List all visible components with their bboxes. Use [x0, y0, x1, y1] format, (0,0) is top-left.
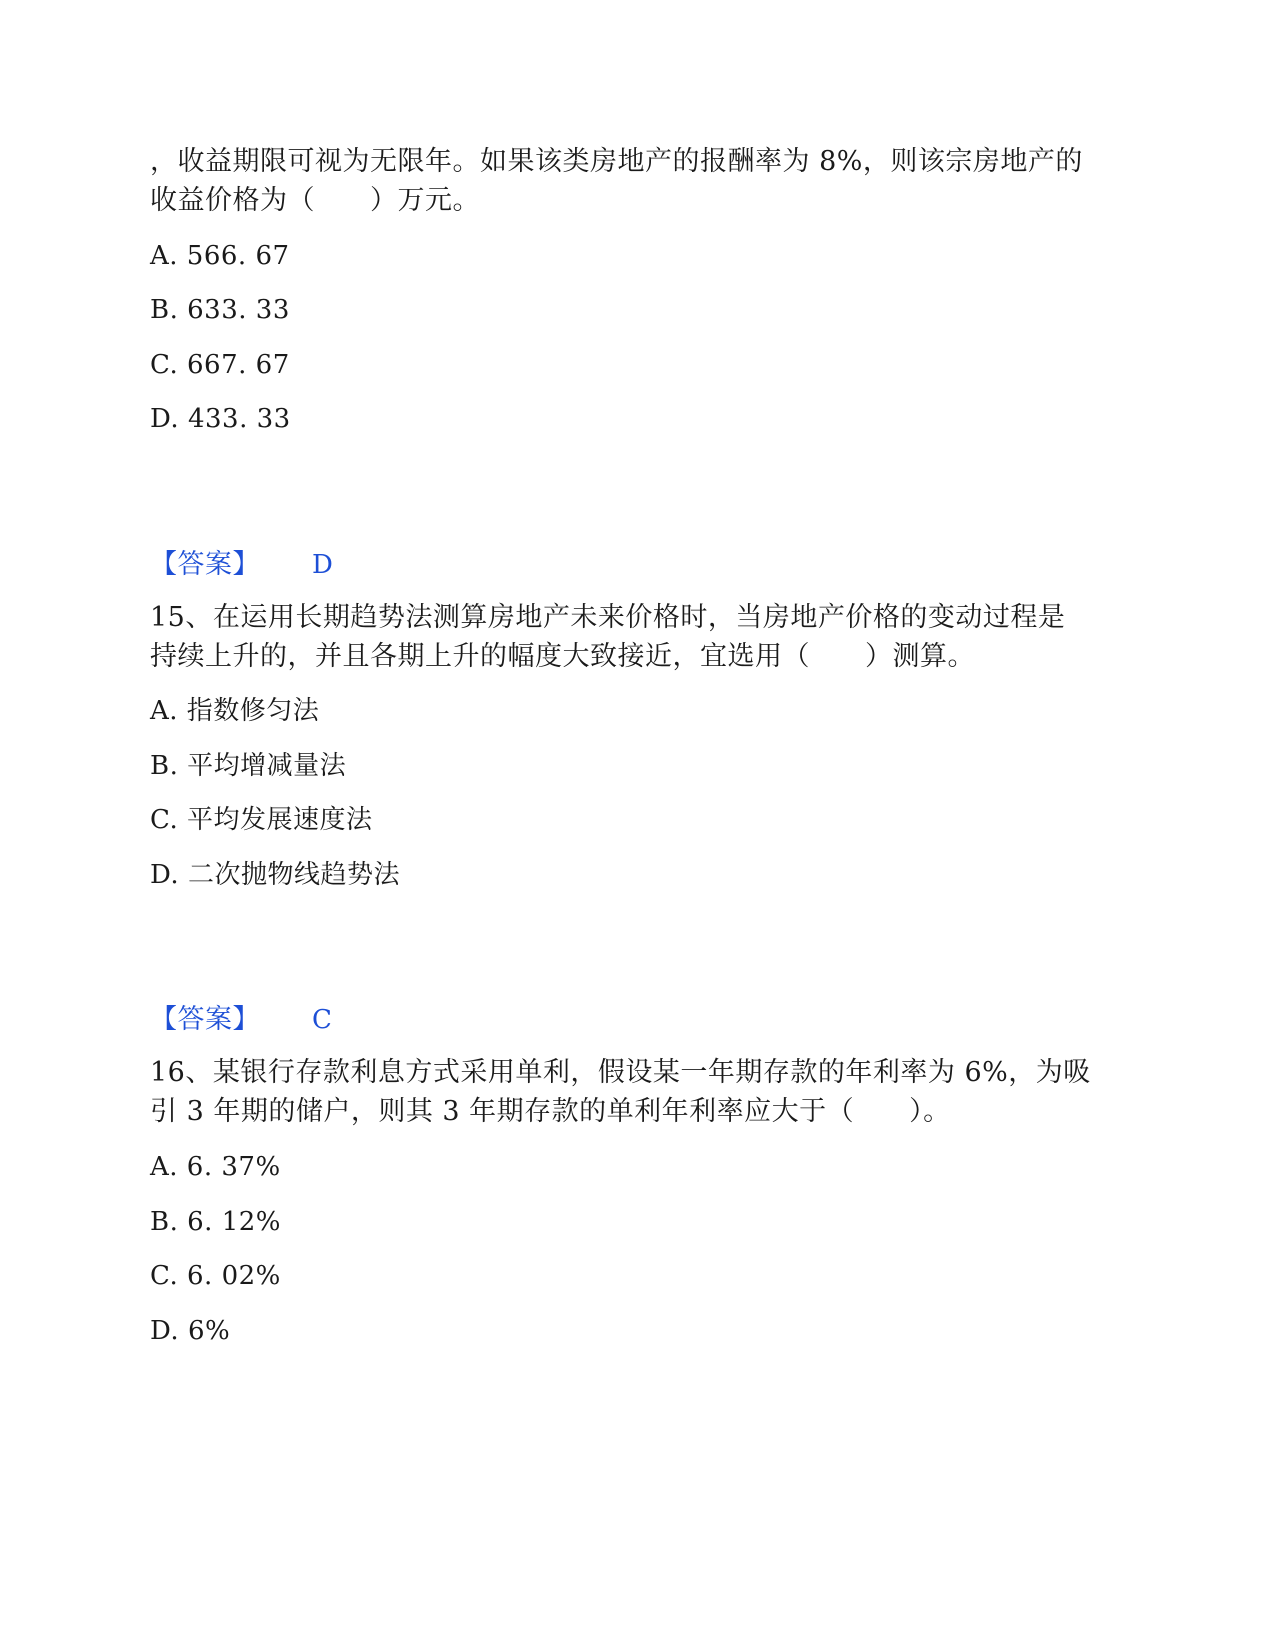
- q14-answer: [150, 545, 333, 585]
- q15-option-a: A. 指数修匀法: [150, 696, 320, 726]
- answer-label: 【答案】: [150, 1004, 260, 1035]
- q15-answer: [150, 1000, 332, 1040]
- answer-value: D: [312, 550, 334, 580]
- q15-stem-line-2: 持续上升的，并且各期上升的幅度大致接近，宜选用（ ）测算。: [150, 641, 975, 672]
- q16-option-d: D. 6%: [150, 1316, 231, 1346]
- q14-stem-line-2: 收益价格为（ ）万元。: [150, 185, 480, 216]
- q15-option-c: C. 平均发展速度法: [150, 805, 373, 835]
- q16-option-c: C. 6. 02%: [150, 1261, 281, 1291]
- q14-stem-line-1: ，收益期限可视为无限年。如果该类房地产的报酬率为 8%，则该宗房地产的: [150, 146, 1083, 177]
- q15-option-d: D. 二次抛物线趋势法: [150, 860, 400, 890]
- q14-option-a: A. 566. 67: [150, 241, 290, 271]
- q15-option-b: B. 平均增减量法: [150, 751, 347, 781]
- q16-stem-line-1: 16、某银行存款利息方式采用单利，假设某一年期存款的年利率为 6%，为吸: [150, 1057, 1091, 1088]
- answer-label: 【答案】: [150, 549, 260, 580]
- answer-value: C: [312, 1005, 333, 1035]
- q14-option-d: D. 433. 33: [150, 404, 291, 434]
- q14-option-b: B. 633. 33: [150, 295, 290, 325]
- q16-option-b: B. 6. 12%: [150, 1207, 281, 1237]
- q16-option-a: A. 6. 37%: [150, 1152, 281, 1182]
- q15-stem-line-1: 15、在运用长期趋势法测算房地产未来价格时，当房地产价格的变动过程是: [150, 602, 1066, 633]
- q16-stem-line-2: 引 3 年期的储户，则其 3 年期存款的单利年利率应大于（ ）。: [150, 1096, 951, 1127]
- q14-option-c: C. 667. 67: [150, 350, 290, 380]
